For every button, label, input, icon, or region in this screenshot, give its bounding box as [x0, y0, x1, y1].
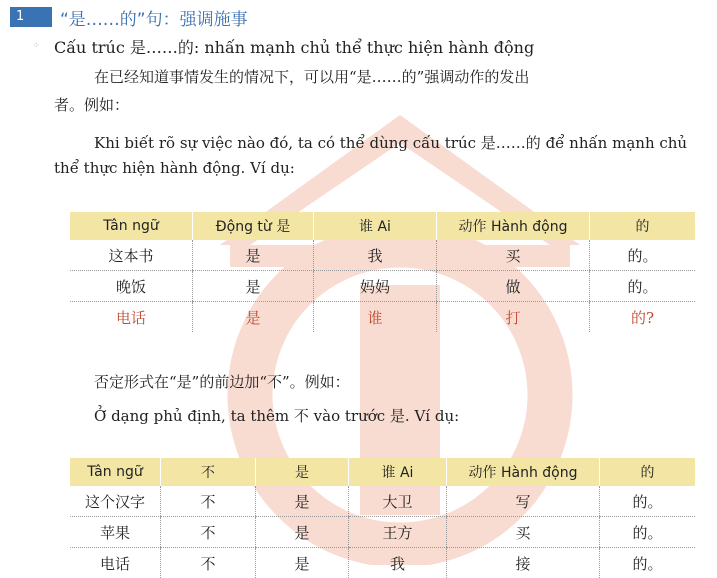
- header-de: 的: [590, 212, 696, 240]
- table-cell: 是: [193, 240, 314, 271]
- table-cell: 是: [256, 486, 349, 517]
- table-header-row: [70, 212, 695, 240]
- para1-zh-line1: 在已经知道事情发生的情况下，可以用“是……的”强调动作的发出: [94, 68, 530, 86]
- table-cell: 不: [161, 548, 256, 578]
- table-cell: 王方: [349, 517, 447, 548]
- header-who: 谁 Ai: [349, 458, 447, 486]
- table-cell: 大卫: [349, 486, 447, 517]
- table-cell: 打: [437, 302, 590, 333]
- header-action: 动作 Hành động: [447, 458, 600, 486]
- table-cell: 买: [437, 240, 590, 271]
- section-title: “是……的”句：强调施事: [60, 9, 248, 30]
- table-row: [70, 548, 695, 578]
- table-cell: 的。: [600, 548, 696, 578]
- table-cell: 电话: [99, 554, 130, 573]
- section-number-badge: 1: [10, 7, 52, 27]
- table-row: [70, 240, 695, 271]
- para1-zh-line2: 者。例如：: [54, 96, 130, 114]
- para2-zh: 否定形式在“是”的前边加“不”。例如：: [94, 373, 350, 391]
- example-table-negative: [70, 458, 695, 578]
- header-action: 动作 Hành động: [437, 212, 590, 240]
- header-verb-shi: Động từ 是: [193, 212, 314, 240]
- table-cell: 的?: [590, 302, 696, 333]
- table-cell: 晚饭: [70, 271, 193, 302]
- section-subtitle: Cấu trúc 是……的: nhấn mạnh chủ thể thực hiện hành động: [54, 38, 535, 57]
- table-cell: 妈妈: [314, 271, 437, 302]
- table-cell: 接: [447, 548, 600, 578]
- example-table-affirmative: [70, 212, 695, 332]
- table-cell: 不: [161, 486, 256, 517]
- table-cell: 这个汉字: [70, 486, 161, 517]
- section-heading: [10, 6, 248, 28]
- table-cell: 的。: [590, 240, 696, 271]
- table-cell: 苹果: [70, 517, 161, 548]
- table-row: [70, 517, 695, 548]
- header-object: Tân ngữ: [70, 212, 193, 240]
- table-row-highlighted: [70, 302, 695, 333]
- table-cell: 做: [437, 271, 590, 302]
- table-cell: 谁: [314, 302, 437, 333]
- table-cell: 这本书: [70, 240, 193, 271]
- bullet-ornament: ⁘: [33, 41, 40, 50]
- header-de: 的: [600, 458, 696, 486]
- table-cell: 是: [193, 271, 314, 302]
- table-row: [70, 271, 695, 302]
- table-header-row: [70, 458, 695, 486]
- table-cell: 的。: [600, 517, 696, 548]
- para1-vi-line1: Khi biết rõ sự việc nào đó, ta có thể dùng cấu trúc 是……的 để nhấn mạnh chủ: [94, 134, 688, 152]
- table-cell: 我: [314, 240, 437, 271]
- table-cell: 不: [161, 517, 256, 548]
- table-cell: 电话: [115, 308, 146, 327]
- para2-vi: Ở dạng phủ định, ta thêm 不 vào trước 是. Ví dụ:: [94, 407, 460, 425]
- header-object: Tân ngữ: [70, 458, 161, 486]
- table-cell: 的。: [590, 271, 696, 302]
- header-shi: 是: [256, 458, 349, 486]
- table-cell: 买: [447, 517, 600, 548]
- table-cell: 的。: [600, 486, 696, 517]
- table-row: [70, 486, 695, 517]
- table-cell: 写: [447, 486, 600, 517]
- header-who: 谁 Ai: [314, 212, 437, 240]
- table-cell: 是: [193, 302, 314, 333]
- para1-vi-line2: thể thực hiện hành động. Ví dụ:: [54, 159, 295, 177]
- table-cell: 我: [349, 548, 447, 578]
- table-cell: 是: [256, 548, 349, 578]
- header-bu: 不: [161, 458, 256, 486]
- table-cell: 是: [256, 517, 349, 548]
